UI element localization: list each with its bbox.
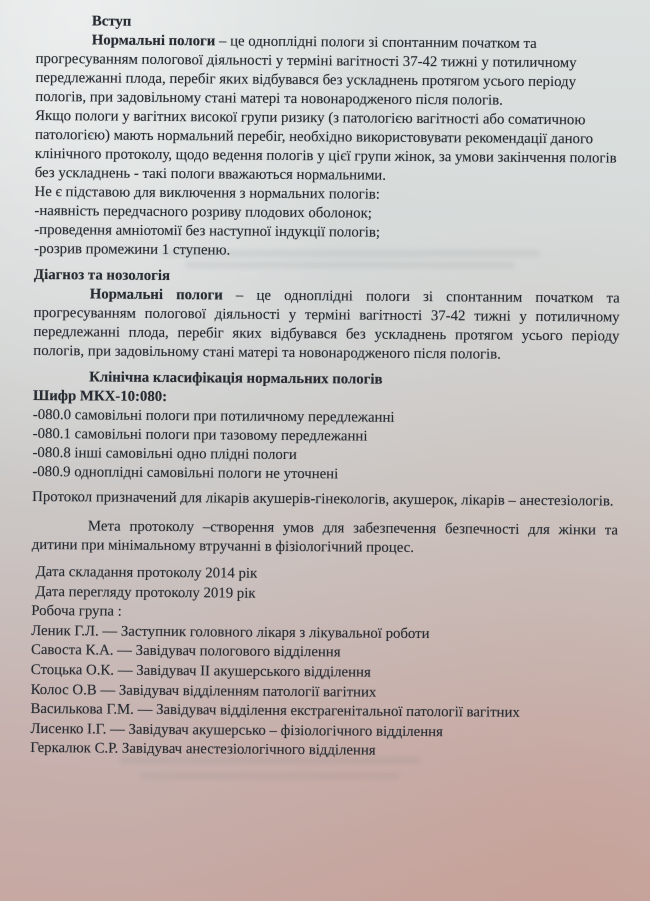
- icd-code-heading: Шифр МКХ-10:080:: [32, 387, 168, 406]
- icd-code-item: -080.8 інші самовільні одно плідні пологи: [32, 444, 297, 464]
- working-group-member: Колос О.В — Завідувач відділенням патології вагітних: [30, 681, 377, 701]
- audience-paragraph: Протокол призначений для лікарів акушерів-гінекологів, акушерок, лікарів – анестезіологів.: [32, 488, 614, 510]
- icd-code-item: -080.9 одноплідні самовільні пологи не уточнені: [32, 463, 339, 483]
- working-group-member: Леник Г.Л. — Заступник головного лікаря з лікувальної роботи: [31, 622, 430, 642]
- bleedthrough-ghost-text: [140, 773, 400, 779]
- document-sheet: [0, 12, 650, 764]
- working-group-member: Стоцька О.К. — Завідувач ІІ акушерського відділення: [30, 661, 371, 681]
- section-meta: [30, 563, 618, 764]
- working-group-member: Савоста К.А. — Завідувач пологового відділення: [30, 642, 341, 661]
- working-group-member: Лисенко І.Г. — Завідувач акушерсько – фізіологічного відділення: [30, 720, 443, 740]
- intro-definition-term: Нормальні пологи: [91, 32, 216, 50]
- intro-definition-paragraph: [35, 31, 622, 112]
- working-group-member: Геркалюк С.Р. Завідувач анестезіологічного відділення: [30, 740, 376, 760]
- working-group-member: Василькова Г.М. — Завідувач відділення екстрагенітальної патології вагітних: [30, 701, 520, 721]
- intro-exclusion-intro: Не є підставою для виключення з нормальних пологів:: [34, 183, 381, 203]
- classification-heading: Клінічна класифікація нормальних пологів: [89, 369, 383, 388]
- diagnosis-definition-paragraph: [33, 285, 620, 366]
- section-intro: [34, 12, 622, 264]
- diagnosis-heading: Діагноз та нозологія: [33, 266, 171, 285]
- intro-risk-paragraph: Якщо пологи у вагітних високої групи ризику (з патологією вагітності або соматичною патологією) мають нормальний перебіг, необхідно використовувати рекомендації даного клінічного протоколу, щодо ведення пологів у цієї групи жінок, за умови закінчення пологів без ускладнень - такі пологи вважаються нормальними.: [34, 107, 617, 184]
- date-review-line: Дата перегляду протоколу 2019 рік: [35, 583, 256, 602]
- diagnosis-definition-term: Нормальні пологи: [89, 286, 223, 304]
- goal-paragraph: Мета протоколу –створення умов для забезпечення безпечності для жінки та дитини при мінімальному втручанні в фізіологічний процес.: [31, 518, 619, 556]
- section-diagnosis: [33, 266, 620, 366]
- intro-heading: Вступ: [91, 13, 132, 30]
- exclusion-item: -розрив промежини 1 ступеню.: [34, 240, 231, 259]
- intro-definition-body: – це одноплідні пологи зі спонтанним початком та прогресуванням пологової діяльності у терміні вагітності 37-42 тижні у потиличному передлежанні плода, перебіг яких відбувався без ускладнень протягом усього періоду пологів, при задовільному стані матері та новонародженого після пологів.: [35, 33, 577, 109]
- diagnosis-definition-body: – це одноплідні пологи зі спонтанним початком та прогресуванням пологової діяльності у терміні вагітності 37-42 тижні у потиличному передлежанні плода, перебіг яких відбувався без ускладнень протягом усього періоду пологів, при задовільному стані матері та новонародженого після пологів.: [33, 287, 620, 363]
- icd-code-item: -080.0 самовільні пологи при потиличному передлежанні: [32, 406, 395, 426]
- exclusion-item: -наявність передчасного розриву плодових оболонок;: [34, 202, 372, 222]
- date-created-line: Дата складання протоколу 2014 рік: [35, 563, 258, 582]
- exclusion-item: -проведення амніотомії без наступної індукції пологів;: [34, 221, 381, 241]
- icd-code-item: -080.1 самовільні пологи при тазовому передлежанні: [32, 425, 368, 445]
- section-classification: [32, 368, 619, 487]
- working-group-label: Робоча група :: [31, 603, 122, 620]
